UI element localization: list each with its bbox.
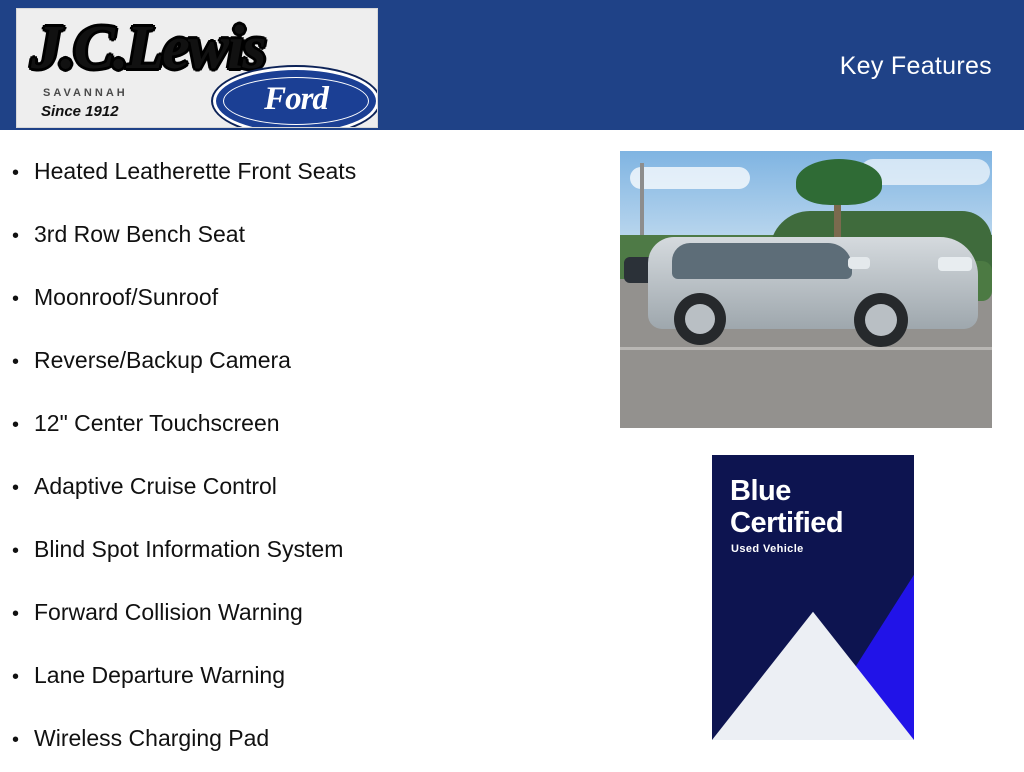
bullet-icon: • xyxy=(12,729,20,751)
bullet-icon: • xyxy=(12,288,20,310)
list-item xyxy=(0,707,600,770)
blue-certified-badge xyxy=(712,455,914,740)
badge-line-used-vehicle: Used Vehicle xyxy=(731,543,804,555)
photo-vehicle-windows xyxy=(672,243,852,279)
list-item xyxy=(0,455,600,518)
ford-oval-label: Ford xyxy=(264,81,328,117)
list-item xyxy=(0,203,600,266)
photo-palm-fronds xyxy=(796,159,882,205)
ford-oval-icon xyxy=(213,67,378,128)
photo-vehicle-wheel xyxy=(674,293,726,345)
feature-label: 12" Center Touchscreen xyxy=(34,410,280,436)
dealer-logo-since: Since 1912 xyxy=(41,103,119,120)
bullet-icon: • xyxy=(12,603,20,625)
bullet-icon: • xyxy=(12,477,20,499)
feature-label: Blind Spot Information System xyxy=(34,536,344,562)
bullet-icon: • xyxy=(12,225,20,247)
feature-label: Wireless Charging Pad xyxy=(34,725,270,751)
page-title: Key Features xyxy=(839,52,992,80)
bullet-icon: • xyxy=(12,351,20,373)
feature-label: Forward Collision Warning xyxy=(34,599,303,625)
dealer-logo xyxy=(16,8,378,128)
dealer-logo-city: SAVANNAH xyxy=(43,87,128,99)
feature-label: Reverse/Backup Camera xyxy=(34,347,291,373)
photo-lot-stripe xyxy=(620,347,992,350)
list-item xyxy=(0,644,600,707)
bullet-icon: • xyxy=(12,414,20,436)
photo-vehicle-headlight xyxy=(938,257,972,271)
feature-label: Adaptive Cruise Control xyxy=(34,473,277,499)
photo-vehicle-mirror xyxy=(848,257,870,269)
badge-line-certified: Certified xyxy=(730,507,844,539)
list-item xyxy=(0,140,600,203)
key-features-list xyxy=(0,140,600,770)
photo-cloud xyxy=(630,167,750,189)
feature-label: Moonroof/Sunroof xyxy=(34,284,219,310)
page-header xyxy=(0,0,1024,130)
photo-vehicle-wheel xyxy=(854,293,908,347)
feature-label: Lane Departure Warning xyxy=(34,662,286,688)
bullet-icon: • xyxy=(12,162,20,184)
vehicle-photo xyxy=(620,151,992,428)
feature-label: 3rd Row Bench Seat xyxy=(34,221,245,247)
feature-label: Heated Leatherette Front Seats xyxy=(34,158,357,184)
list-item xyxy=(0,581,600,644)
dealer-logo-wordmark: J.C.Lewis xyxy=(31,14,265,82)
list-item xyxy=(0,392,600,455)
list-item xyxy=(0,329,600,392)
badge-line-blue: Blue xyxy=(730,475,791,507)
list-item xyxy=(0,266,600,329)
bullet-icon: • xyxy=(12,666,20,688)
list-item xyxy=(0,518,600,581)
bullet-icon: • xyxy=(12,540,20,562)
